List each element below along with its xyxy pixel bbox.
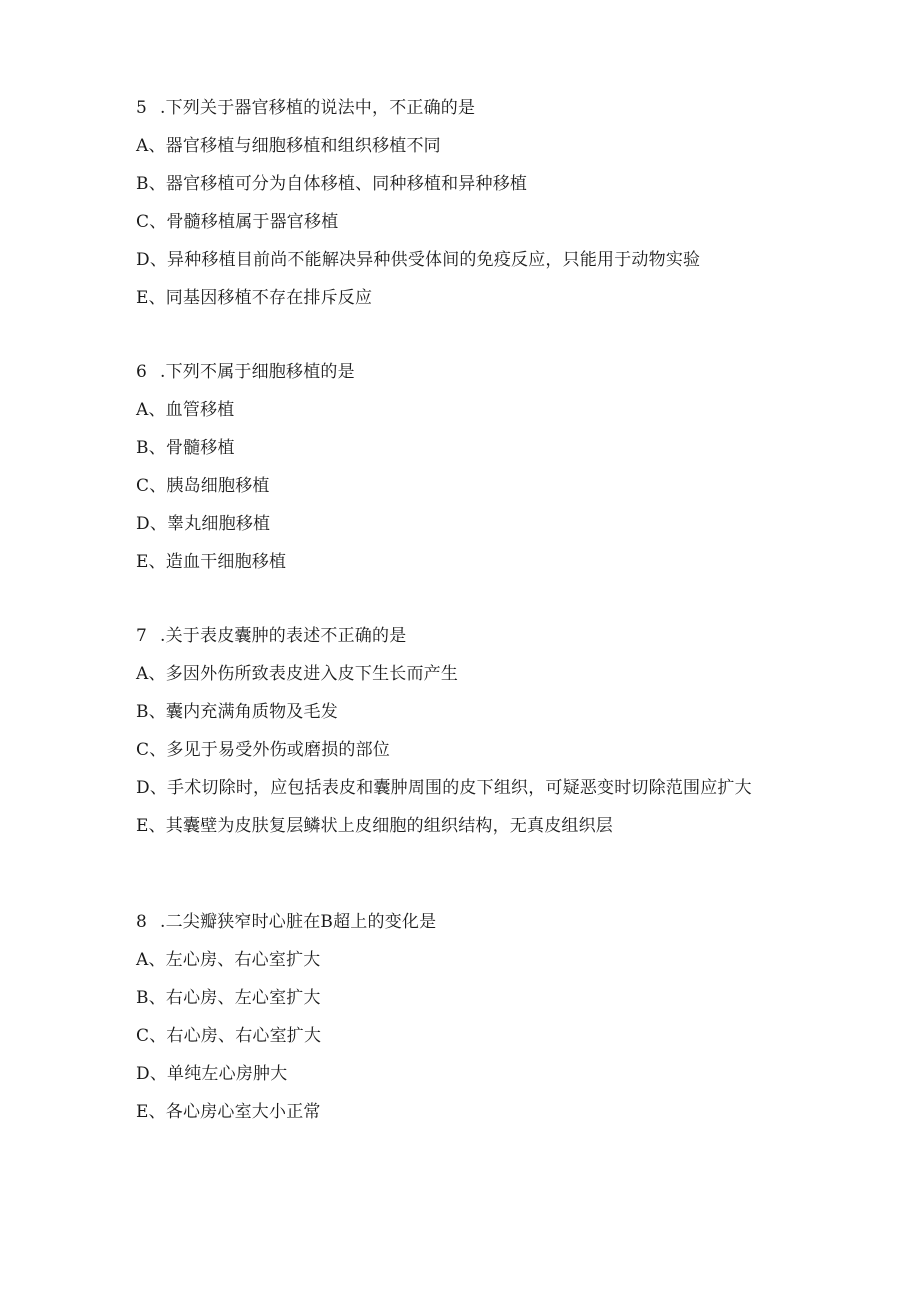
option-c: C、胰岛细胞移植 [136,476,270,496]
question-stem [136,360,786,398]
option-b: B、右心房、左心室扩大 [136,988,321,1008]
question-number: 8 [136,912,148,932]
question-6 [136,360,786,588]
option-d: D、手术切除时，应包括表皮和囊肿周围的皮下组织，可疑恶变时切除范围应扩大 [136,778,752,798]
question-text: .二尖瓣狭窄时心脏在B超上的变化是 [160,912,437,932]
question-8 [136,910,786,1138]
option-d: D、单纯左心房肿大 [136,1064,288,1084]
option-d: D、睾丸细胞移植 [136,514,271,534]
question-5 [136,96,786,324]
question-text: .下列不属于细胞移植的是 [160,362,355,382]
option-b: B、囊内充满角质物及毛发 [136,702,338,722]
option-c: C、右心房、右心室扩大 [136,1026,322,1046]
option-d: D、异种移植目前尚不能解决异种供受体间的免疫反应，只能用于动物实验 [136,250,701,270]
option-a: A、血管移植 [136,400,235,420]
option-c: C、骨髓移植属于器官移植 [136,212,339,232]
option-e: E、同基因移植不存在排斥反应 [136,288,373,308]
option-b: B、器官移植可分为自体移植、同种移植和异种移植 [136,174,528,194]
question-text: .下列关于器官移植的说法中，不正确的是 [160,98,476,118]
question-stem [136,910,786,948]
question-text: .关于表皮囊肿的表述不正确的是 [160,626,407,646]
option-c: C、多见于易受外伤或磨损的部位 [136,740,391,760]
option-e: E、造血干细胞移植 [136,552,287,572]
option-e: E、各心房心室大小正常 [136,1102,321,1122]
question-stem [136,96,786,134]
option-a: A、左心房、右心室扩大 [136,950,321,970]
option-a: A、器官移植与细胞移植和组织移植不同 [136,136,441,156]
option-e: E、其囊壁为皮肤复层鳞状上皮细胞的组织结构，无真皮组织层 [136,816,614,836]
question-7 [136,624,786,852]
option-b: B、骨髓移植 [136,438,235,458]
question-number: 6 [136,362,148,382]
option-a: A、多因外伤所致表皮进入皮下生长而产生 [136,664,459,684]
question-stem [136,624,786,662]
question-number: 7 [136,626,148,646]
question-number: 5 [136,98,148,118]
